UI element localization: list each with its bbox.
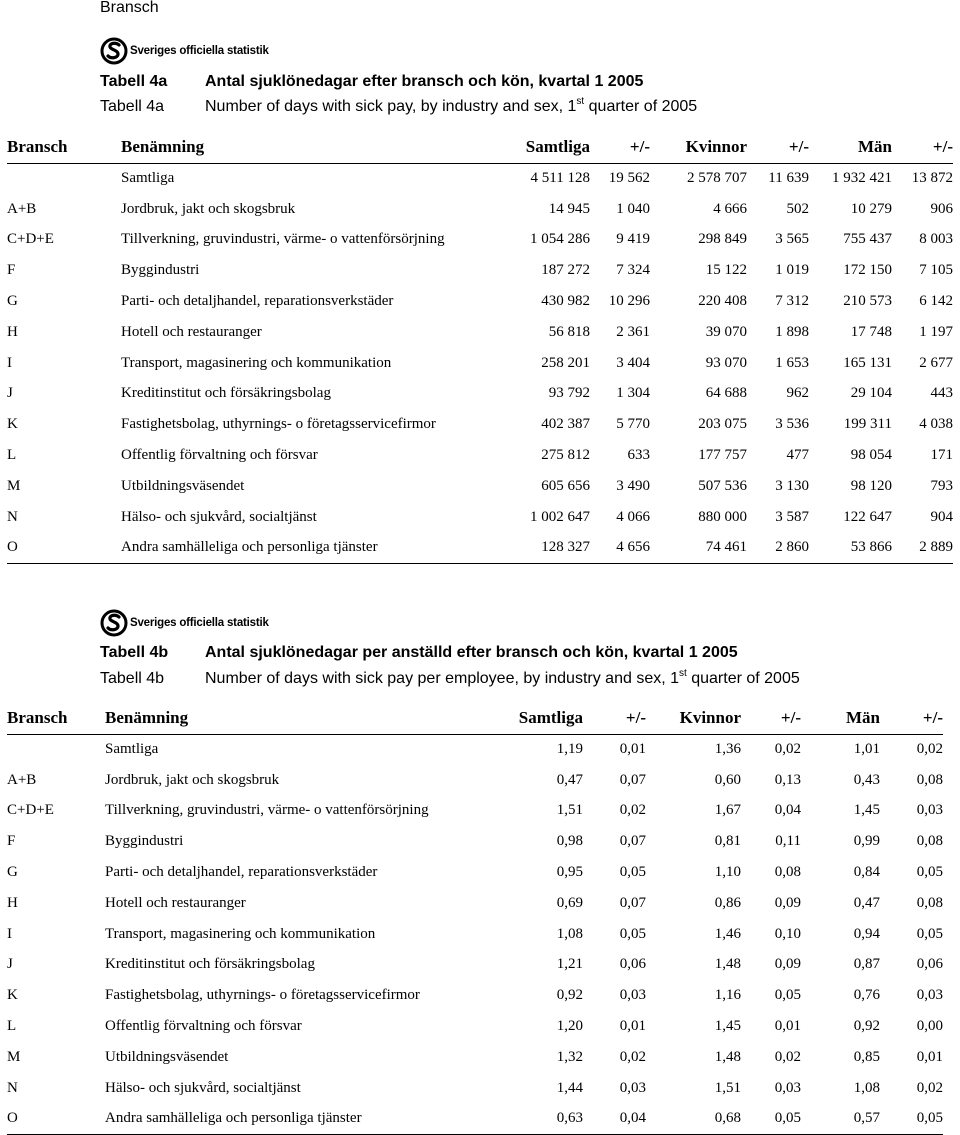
header-samtliga: Samtliga xyxy=(518,707,583,727)
table-row xyxy=(7,765,943,796)
sos-logo-icon xyxy=(100,609,128,637)
cell-samtliga: 4 511 128 xyxy=(530,170,590,187)
cell-samtliga-diff: 0,07 xyxy=(619,771,646,788)
cell-bransch xyxy=(7,163,121,194)
cell-kvinnor: 0,60 xyxy=(714,771,741,788)
cell-man-diff: 0,08 xyxy=(916,894,943,911)
cell-man-diff: 0,08 xyxy=(916,771,943,788)
cell-kvinnor-diff: 0,09 xyxy=(774,894,801,911)
cell-man: 0,43 xyxy=(853,771,880,788)
cell-kvinnor: 1,16 xyxy=(714,987,741,1004)
cell-kvinnor-diff: 0,02 xyxy=(774,741,801,758)
table-row xyxy=(7,348,953,379)
cell-samtliga: 1,51 xyxy=(556,802,583,819)
cell-kvinnor-diff: 1 653 xyxy=(775,354,809,371)
cell-bransch: I xyxy=(7,354,12,371)
cell-benamning: Offentlig förvaltning och försvar xyxy=(121,447,318,464)
table-header-row xyxy=(7,702,943,734)
table-row xyxy=(7,255,953,286)
cell-bransch: O xyxy=(7,539,18,556)
cell-samtliga-diff: 19 562 xyxy=(608,170,650,187)
cell-man-diff: 0,06 xyxy=(916,956,943,973)
header-man-diff: +/- xyxy=(932,136,953,156)
cell-samtliga-diff: 0,05 xyxy=(619,925,646,942)
cell-samtliga: 0,95 xyxy=(556,864,583,881)
cell-benamning: Transport, magasinering och kommunikation xyxy=(105,925,376,942)
cell-samtliga: 1,21 xyxy=(556,956,583,973)
table-row xyxy=(7,796,943,827)
cell-bransch: J xyxy=(7,956,13,973)
cell-benamning: Utbildningsväsendet xyxy=(105,1048,229,1065)
table-4a-title-en: Tabell 4a Number of days with sick pay, by industry and sex, 1st quarter of 2005 xyxy=(100,96,698,115)
cell-kvinnor-diff: 2 860 xyxy=(775,539,809,556)
cell-bransch: M xyxy=(7,1048,21,1065)
cell-bransch: I xyxy=(7,925,12,942)
cell-kvinnor-diff: 3 130 xyxy=(775,477,809,494)
cell-samtliga: 187 272 xyxy=(541,262,590,279)
cell-man: 172 150 xyxy=(843,262,892,279)
cell-man-diff: 443 xyxy=(930,385,953,402)
sos-logo xyxy=(100,609,269,637)
table-row xyxy=(7,471,953,502)
cell-kvinnor-diff: 1 019 xyxy=(775,262,809,279)
cell-man-diff: 2 677 xyxy=(919,354,953,371)
cell-man-diff: 7 105 xyxy=(919,262,953,279)
cell-man-diff: 6 142 xyxy=(919,293,953,310)
cell-man: 0,94 xyxy=(853,925,880,942)
cell-samtliga: 1,08 xyxy=(556,925,583,942)
cell-kvinnor-diff: 3 536 xyxy=(775,416,809,433)
cell-samtliga: 1,19 xyxy=(556,741,583,758)
header-man-diff: +/- xyxy=(922,707,943,727)
cell-kvinnor: 74 461 xyxy=(705,539,747,556)
cell-samtliga: 1,44 xyxy=(556,1079,583,1096)
cell-kvinnor-diff: 3 587 xyxy=(775,508,809,525)
cell-samtliga-diff: 1 304 xyxy=(616,385,650,402)
cell-benamning: Kreditinstitut och försäkringsbolag xyxy=(121,385,331,402)
cell-benamning: Tillverkning, gruvindustri, värme- o vattenförsörjning xyxy=(121,231,445,248)
table-row xyxy=(7,409,953,440)
cell-samtliga: 0,92 xyxy=(556,987,583,1004)
page-header: Bransch xyxy=(100,0,159,16)
cell-samtliga-diff: 4 066 xyxy=(616,508,650,525)
table-row xyxy=(7,888,943,919)
cell-benamning: Jordbruk, jakt och skogsbruk xyxy=(121,200,296,217)
header-benamning: Benämning xyxy=(105,707,189,727)
cell-samtliga: 0,63 xyxy=(556,1110,583,1127)
cell-man-diff: 904 xyxy=(930,508,953,525)
cell-kvinnor: 0,68 xyxy=(714,1110,741,1127)
table-row xyxy=(7,1104,943,1135)
cell-bransch: C+D+E xyxy=(7,802,54,819)
header-bransch: Bransch xyxy=(7,136,68,156)
cell-kvinnor-diff: 477 xyxy=(786,447,809,464)
cell-kvinnor-diff: 502 xyxy=(786,200,809,217)
table-row xyxy=(7,286,953,317)
cell-samtliga-diff: 0,07 xyxy=(619,833,646,850)
header-samtliga: Samtliga xyxy=(525,136,590,156)
cell-man: 1 932 421 xyxy=(832,170,892,187)
cell-kvinnor: 4 666 xyxy=(713,200,747,217)
cell-benamning: Hälso- och sjukvård, socialtjänst xyxy=(105,1079,301,1096)
cell-samtliga-diff: 5 770 xyxy=(616,416,650,433)
cell-man-diff: 0,05 xyxy=(916,864,943,881)
cell-samtliga-diff: 7 324 xyxy=(616,262,650,279)
cell-kvinnor: 1,67 xyxy=(714,802,741,819)
header-man: Män xyxy=(846,707,880,727)
cell-bransch: C+D+E xyxy=(7,231,54,248)
cell-man: 210 573 xyxy=(843,293,892,310)
header-kvinnor-diff: +/- xyxy=(788,136,809,156)
cell-bransch: N xyxy=(7,1079,18,1096)
cell-samtliga-diff: 0,05 xyxy=(619,864,646,881)
cell-samtliga-diff: 0,02 xyxy=(619,802,646,819)
cell-samtliga: 0,47 xyxy=(556,771,583,788)
cell-benamning: Tillverkning, gruvindustri, värme- o vattenförsörjning xyxy=(105,802,429,819)
table-4b-title-en: Tabell 4b Number of days with sick pay per employee, by industry and sex, 1st quarter of 2005 xyxy=(100,668,800,687)
cell-benamning: Offentlig förvaltning och försvar xyxy=(105,1018,302,1035)
table-row xyxy=(7,194,953,225)
cell-samtliga-diff: 2 361 xyxy=(616,323,650,340)
cell-benamning: Andra samhälleliga och personliga tjänster xyxy=(105,1110,362,1127)
cell-kvinnor-diff: 962 xyxy=(786,385,809,402)
cell-man: 1,08 xyxy=(853,1079,880,1096)
cell-samtliga: 1 002 647 xyxy=(530,508,590,525)
table-row xyxy=(7,533,953,564)
cell-kvinnor-diff: 0,11 xyxy=(775,833,801,850)
cell-samtliga-diff: 0,06 xyxy=(619,956,646,973)
cell-samtliga: 1,20 xyxy=(556,1018,583,1035)
cell-man-diff: 0,05 xyxy=(916,925,943,942)
header-benamning: Benämning xyxy=(121,136,205,156)
header-kvinnor: Kvinnor xyxy=(679,707,741,727)
cell-bransch: J xyxy=(7,385,13,402)
cell-kvinnor: 298 849 xyxy=(698,231,747,248)
cell-kvinnor-diff: 0,05 xyxy=(774,987,801,1004)
cell-bransch: G xyxy=(7,864,18,881)
cell-kvinnor: 220 408 xyxy=(698,293,747,310)
cell-bransch xyxy=(7,734,105,765)
cell-samtliga: 605 656 xyxy=(541,477,590,494)
table-row xyxy=(7,440,953,471)
table-4a-title-sv: Tabell 4a Antal sjuklönedagar efter bransch och kön, kvartal 1 2005 xyxy=(100,73,644,90)
cell-samtliga: 1,32 xyxy=(556,1048,583,1065)
cell-kvinnor: 15 122 xyxy=(705,262,747,279)
cell-kvinnor-diff: 7 312 xyxy=(775,293,809,310)
cell-bransch: H xyxy=(7,323,18,340)
cell-bransch: A+B xyxy=(7,771,37,788)
cell-bransch: F xyxy=(7,262,16,279)
cell-man: 1,01 xyxy=(853,741,880,758)
cell-benamning: Hälso- och sjukvård, socialtjänst xyxy=(121,508,317,525)
cell-samtliga: 402 387 xyxy=(541,416,590,433)
header-bransch: Bransch xyxy=(7,707,68,727)
cell-kvinnor-diff: 3 565 xyxy=(775,231,809,248)
table-4a xyxy=(7,131,953,564)
cell-man: 122 647 xyxy=(843,508,892,525)
table-row xyxy=(7,950,943,981)
cell-man-diff: 0,02 xyxy=(916,1079,943,1096)
cell-kvinnor-diff: 0,08 xyxy=(774,864,801,881)
cell-man: 165 131 xyxy=(843,354,892,371)
cell-man: 0,84 xyxy=(853,864,880,881)
cell-samtliga-diff: 3 490 xyxy=(616,477,650,494)
table-row xyxy=(7,734,943,765)
table-4b xyxy=(7,702,943,1135)
cell-bransch: K xyxy=(7,987,18,1004)
cell-man: 0,47 xyxy=(853,894,880,911)
cell-man: 53 866 xyxy=(850,539,892,556)
cell-benamning: Kreditinstitut och försäkringsbolag xyxy=(105,956,315,973)
cell-kvinnor: 93 070 xyxy=(705,354,747,371)
cell-samtliga-diff: 633 xyxy=(627,447,650,464)
cell-man-diff: 13 872 xyxy=(911,170,953,187)
cell-benamning: Utbildningsväsendet xyxy=(121,477,245,494)
cell-samtliga: 93 792 xyxy=(548,385,590,402)
cell-kvinnor-diff: 0,03 xyxy=(774,1079,801,1096)
cell-bransch: N xyxy=(7,508,18,525)
cell-benamning: Andra samhälleliga och personliga tjänster xyxy=(121,539,378,556)
cell-samtliga: 275 812 xyxy=(541,447,590,464)
cell-benamning: Byggindustri xyxy=(105,833,184,850)
cell-samtliga: 430 982 xyxy=(541,293,590,310)
table-4b-title-sv: Tabell 4b Antal sjuklönedagar per anställd efter bransch och kön, kvartal 1 2005 xyxy=(100,644,738,661)
cell-kvinnor-diff: 0,04 xyxy=(774,802,801,819)
cell-man-diff: 0,02 xyxy=(916,741,943,758)
cell-benamning: Parti- och detaljhandel, reparationsverkstäder xyxy=(105,864,378,881)
cell-samtliga: 14 945 xyxy=(548,200,590,217)
cell-man-diff: 906 xyxy=(930,200,953,217)
cell-man-diff: 171 xyxy=(930,447,953,464)
sos-logo-text: Sveriges officiella statistik xyxy=(130,617,269,629)
cell-kvinnor: 1,46 xyxy=(714,925,741,942)
cell-kvinnor: 507 536 xyxy=(698,477,747,494)
table-header-row xyxy=(7,131,953,163)
cell-man: 1,45 xyxy=(853,802,880,819)
cell-bransch: L xyxy=(7,447,17,464)
table-row xyxy=(7,1042,943,1073)
cell-bransch: F xyxy=(7,833,16,850)
cell-samtliga: 56 818 xyxy=(548,323,590,340)
cell-bransch: O xyxy=(7,1110,18,1127)
sos-logo-icon xyxy=(100,37,128,65)
cell-man-diff: 0,03 xyxy=(916,802,943,819)
cell-samtliga-diff: 10 296 xyxy=(608,293,650,310)
cell-man: 0,85 xyxy=(853,1048,880,1065)
cell-samtliga: 0,98 xyxy=(556,833,583,850)
table-row xyxy=(7,857,943,888)
cell-benamning: Jordbruk, jakt och skogsbruk xyxy=(105,771,280,788)
cell-kvinnor-diff: 0,01 xyxy=(774,1018,801,1035)
cell-benamning: Fastighetsbolag, uthyrnings- o företagsservicefirmor xyxy=(105,987,420,1004)
cell-kvinnor: 1,48 xyxy=(714,1048,741,1065)
cell-kvinnor: 1,48 xyxy=(714,956,741,973)
cell-samtliga: 0,69 xyxy=(556,894,583,911)
cell-kvinnor: 0,81 xyxy=(714,833,741,850)
table-row xyxy=(7,379,953,410)
cell-man: 755 437 xyxy=(843,231,892,248)
cell-kvinnor-diff: 11 639 xyxy=(768,170,809,187)
cell-kvinnor: 1,51 xyxy=(714,1079,741,1096)
header-samtliga-diff: +/- xyxy=(625,707,646,727)
cell-samtliga: 128 327 xyxy=(541,539,590,556)
cell-benamning: Samtliga xyxy=(121,170,175,187)
cell-man: 98 120 xyxy=(850,477,892,494)
cell-man: 0,87 xyxy=(853,956,880,973)
table-row xyxy=(7,225,953,256)
cell-bransch: H xyxy=(7,894,18,911)
cell-kvinnor-diff: 0,02 xyxy=(774,1048,801,1065)
cell-man: 0,99 xyxy=(853,833,880,850)
cell-kvinnor: 39 070 xyxy=(705,323,747,340)
cell-man: 0,76 xyxy=(853,987,880,1004)
sos-logo xyxy=(100,37,269,65)
cell-man-diff: 0,03 xyxy=(916,987,943,1004)
header-samtliga-diff: +/- xyxy=(629,136,650,156)
table-row xyxy=(7,1011,943,1042)
cell-kvinnor: 1,36 xyxy=(714,741,741,758)
cell-man-diff: 0,01 xyxy=(916,1048,943,1065)
cell-man: 199 311 xyxy=(843,416,892,433)
cell-man: 29 104 xyxy=(850,385,892,402)
header-kvinnor: Kvinnor xyxy=(685,136,747,156)
table-row xyxy=(7,826,943,857)
table-row xyxy=(7,317,953,348)
cell-samtliga-diff: 0,02 xyxy=(619,1048,646,1065)
cell-man: 17 748 xyxy=(850,323,892,340)
table-row xyxy=(7,1073,943,1104)
cell-kvinnor: 203 075 xyxy=(698,416,747,433)
table-row xyxy=(7,163,953,194)
cell-samtliga: 1 054 286 xyxy=(530,231,590,248)
table-row xyxy=(7,919,943,950)
cell-man: 0,57 xyxy=(853,1110,880,1127)
sos-logo-text: Sveriges officiella statistik xyxy=(130,45,269,57)
cell-kvinnor: 177 757 xyxy=(698,447,747,464)
cell-samtliga-diff: 9 419 xyxy=(616,231,650,248)
cell-bransch: G xyxy=(7,293,18,310)
cell-man: 0,92 xyxy=(853,1018,880,1035)
cell-samtliga-diff: 0,03 xyxy=(619,987,646,1004)
cell-benamning: Parti- och detaljhandel, reparationsverkstäder xyxy=(121,293,394,310)
header-kvinnor-diff: +/- xyxy=(780,707,801,727)
cell-samtliga-diff: 0,01 xyxy=(619,741,646,758)
cell-samtliga-diff: 3 404 xyxy=(616,354,650,371)
cell-benamning: Byggindustri xyxy=(121,262,200,279)
cell-man-diff: 793 xyxy=(930,477,953,494)
cell-man-diff: 4 038 xyxy=(919,416,953,433)
cell-benamning: Hotell och restauranger xyxy=(105,894,246,911)
cell-man-diff: 2 889 xyxy=(919,539,953,556)
cell-man-diff: 0,00 xyxy=(916,1018,943,1035)
cell-bransch: M xyxy=(7,477,21,494)
table-row xyxy=(7,980,943,1011)
cell-benamning: Samtliga xyxy=(105,741,159,758)
cell-kvinnor: 880 000 xyxy=(698,508,747,525)
table-row xyxy=(7,502,953,533)
cell-kvinnor: 1,45 xyxy=(714,1018,741,1035)
cell-kvinnor-diff: 0,13 xyxy=(774,771,801,788)
cell-benamning: Fastighetsbolag, uthyrnings- o företagsservicefirmor xyxy=(121,416,436,433)
cell-kvinnor: 1,10 xyxy=(714,864,741,881)
cell-kvinnor-diff: 1 898 xyxy=(775,323,809,340)
cell-man-diff: 0,05 xyxy=(916,1110,943,1127)
cell-samtliga-diff: 0,03 xyxy=(619,1079,646,1096)
cell-bransch: L xyxy=(7,1018,17,1035)
cell-man: 98 054 xyxy=(850,447,892,464)
cell-bransch: A+B xyxy=(7,200,37,217)
cell-man-diff: 8 003 xyxy=(919,231,953,248)
cell-kvinnor-diff: 0,05 xyxy=(774,1110,801,1127)
header-man: Män xyxy=(858,136,892,156)
cell-benamning: Transport, magasinering och kommunikation xyxy=(121,354,392,371)
cell-kvinnor: 0,86 xyxy=(714,894,741,911)
cell-kvinnor-diff: 0,10 xyxy=(774,925,801,942)
cell-samtliga: 258 201 xyxy=(541,354,590,371)
cell-bransch: K xyxy=(7,416,18,433)
cell-kvinnor-diff: 0,09 xyxy=(774,956,801,973)
cell-samtliga-diff: 0,04 xyxy=(619,1110,646,1127)
cell-benamning: Hotell och restauranger xyxy=(121,323,262,340)
cell-samtliga-diff: 1 040 xyxy=(616,200,650,217)
cell-man-diff: 1 197 xyxy=(919,323,953,340)
cell-samtliga-diff: 0,01 xyxy=(619,1018,646,1035)
cell-samtliga-diff: 4 656 xyxy=(616,539,650,556)
cell-man-diff: 0,08 xyxy=(916,833,943,850)
cell-kvinnor: 64 688 xyxy=(705,385,747,402)
cell-kvinnor: 2 578 707 xyxy=(687,170,747,187)
cell-man: 10 279 xyxy=(850,200,892,217)
cell-samtliga-diff: 0,07 xyxy=(619,894,646,911)
